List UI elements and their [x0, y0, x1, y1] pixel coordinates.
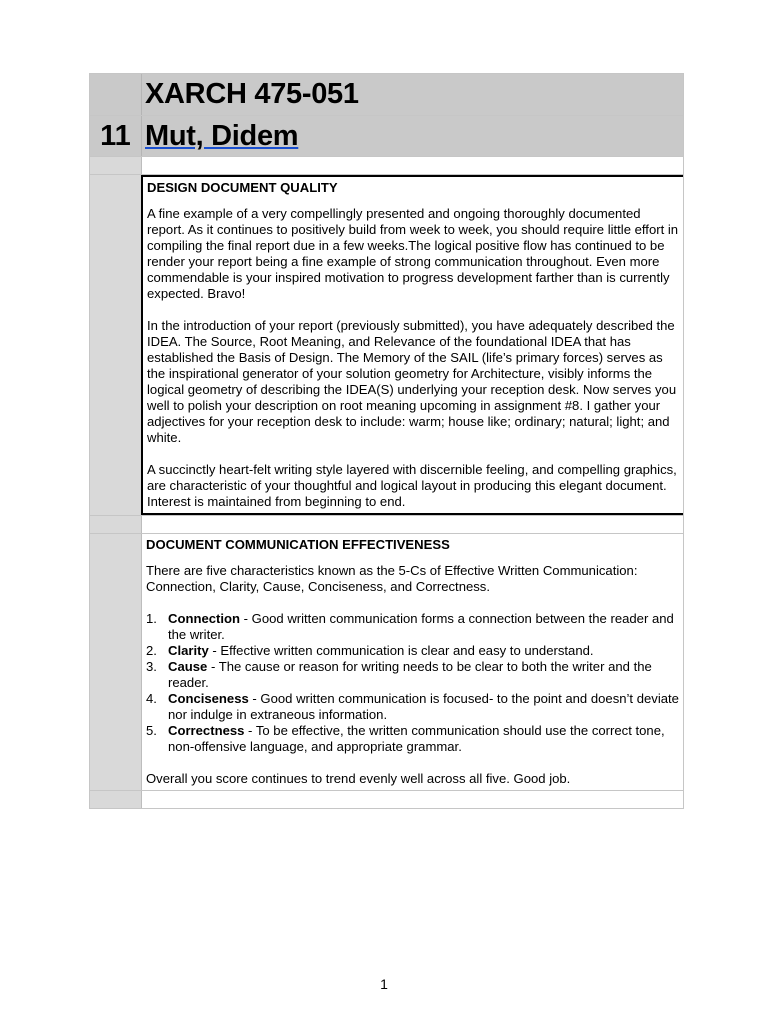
spacer-cell — [142, 157, 683, 174]
list-item-number: 2. — [146, 643, 157, 658]
list-item-term: Connection — [168, 611, 241, 626]
list-item-term: Cause — [168, 659, 208, 674]
student-name-link[interactable]: Mut, Didem — [142, 116, 683, 156]
list-item-term: Clarity — [168, 643, 209, 658]
list-item — [146, 723, 681, 755]
five-cs-list — [146, 611, 681, 755]
list-item-term: Correctness — [168, 723, 245, 738]
course-title: XARCH 475-051 — [142, 74, 683, 115]
list-item-text: - To be effective, the written communication should use the correct tone, non-offensive language, and appropriate grammar. — [168, 723, 665, 754]
spacer-row — [89, 157, 684, 175]
page-number: 1 — [380, 976, 388, 992]
list-item-term: Conciseness — [168, 691, 249, 706]
communication-heading: DOCUMENT COMMUNICATION EFFECTIVENESS — [146, 537, 450, 552]
spacer-row — [89, 516, 684, 534]
design-quality-index — [90, 175, 142, 515]
list-item-text: - Effective written communication is clear and easy to understand. — [208, 643, 594, 658]
communication-closing: Overall you score continues to trend evenly well across all five. Good job. — [146, 771, 571, 786]
list-item-number: 3. — [146, 659, 157, 674]
design-quality-paragraph-1: A fine example of a very compellingly presented and ongoing thoroughly documented report. As it continues to positively build from week to week, you should require little effort in compiling the final report due in a few weeks.The logical positive flow has continued to be render your report being a fine example of strong communication throughout. Even more commendable is your inspired motivation to progress development farther than is currently expected. Bravo! — [147, 206, 679, 301]
course-row — [89, 73, 684, 116]
list-item-number: 5. — [146, 723, 157, 738]
spacer-index — [90, 791, 142, 808]
spacer-row — [89, 791, 684, 809]
design-quality-row — [89, 175, 684, 516]
list-item-number: 1. — [146, 611, 157, 626]
communication-row — [89, 534, 684, 791]
design-quality-cell[interactable] — [141, 175, 683, 515]
design-quality-paragraph-2: In the introduction of your report (previously submitted), you have adequately described the IDEA. The Source, Root Meaning, and Relevance of the foundational IDEA that has established the Basis of Design. The Memory of the SAIL (life’s primary forces) serves as the inspirational generator of your solution geometry for Architecture, visibly informs the logical geometry of describing the IDEA(S) underlying your reception desk. Now serves you well to polish your description on root meaning upcoming in assignment #8. I gather your adjectives for your reception desk to include: warm; house like; ordinary; natural; light; and white. — [147, 318, 677, 445]
communication-index — [90, 534, 142, 790]
grade-sheet — [89, 73, 684, 809]
list-item — [146, 643, 681, 659]
course-row-index — [90, 74, 142, 115]
communication-cell[interactable] — [142, 534, 683, 790]
design-quality-paragraph-3: A succinctly heart-felt writing style layered with discernible feeling, and compelling graphics, are characteristic of your thoughtful and logical layout in producing this elegant document. Interest is maintained from beginning to end. — [147, 462, 677, 509]
student-row-number: 11 — [90, 116, 142, 156]
spacer-cell — [142, 516, 683, 533]
list-item — [146, 611, 681, 643]
design-quality-heading: DESIGN DOCUMENT QUALITY — [147, 180, 338, 195]
list-item — [146, 691, 681, 723]
list-item-text: - Good written communication is focused- to the point and doesn’t deviate nor indulge in extraneous information. — [168, 691, 679, 722]
spacer-index — [90, 516, 142, 533]
list-item-number: 4. — [146, 691, 157, 706]
communication-intro: There are five characteristics known as the 5-Cs of Effective Written Communication: Connection, Clarity, Cause, Conciseness, and Correctness. — [146, 563, 638, 594]
spacer-index — [90, 157, 142, 174]
list-item-text: - Good written communication forms a connection between the reader and the writer. — [168, 611, 674, 642]
list-item — [146, 659, 681, 691]
list-item-text: - The cause or reason for writing needs to be clear to both the writer and the reader. — [168, 659, 652, 690]
spacer-cell — [142, 791, 683, 808]
student-row — [89, 116, 684, 157]
